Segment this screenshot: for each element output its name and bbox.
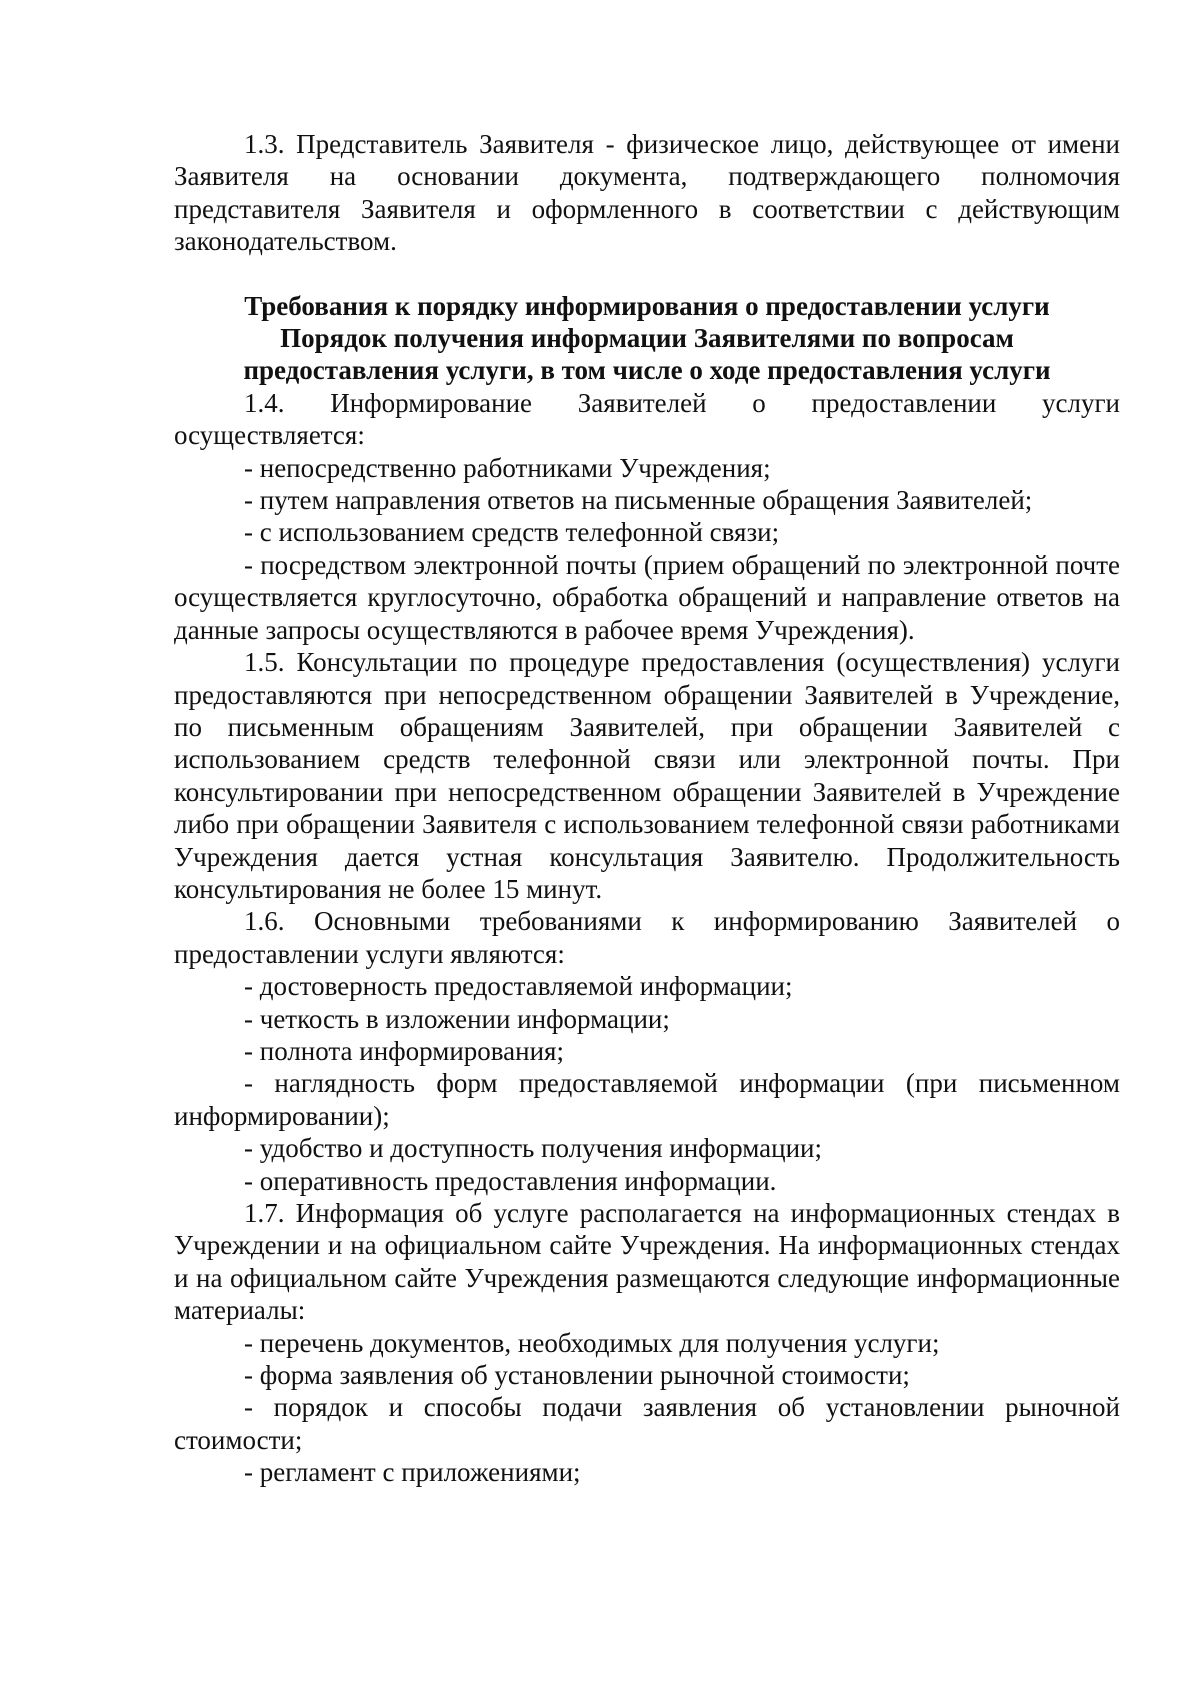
section-heading-line-3: предоставления услуги, в том числе о ходе предоставления услуги bbox=[243, 355, 1051, 386]
list-item-1-7-d: - регламент с приложениями; bbox=[244, 1457, 581, 1488]
paragraph-1-3: 1.3. Представитель Заявителя - физическое лицо, действующее от имени Заявителя на основании документа, подтверждающего полномочия представителя Заявителя и оформленного в соответствии с действующим законодательством. bbox=[174, 129, 1120, 257]
list-item-1-4-c: - с использованием средств телефонной связи; bbox=[244, 517, 780, 548]
section-heading-line-2: Порядок получения информации Заявителями по вопросам bbox=[280, 323, 1014, 354]
list-item-1-6-d: - наглядность форм предоставляемой информации (при письменном информировании); bbox=[174, 1068, 1120, 1131]
list-item-1-7-c: - порядок и способы подачи заявления об установлении рыночной стоимости; bbox=[174, 1392, 1120, 1455]
list-item-1-4-b: - путем направления ответов на письменные обращения Заявителей; bbox=[244, 485, 1033, 516]
list-item-1-4-a: - непосредственно работниками Учреждения; bbox=[244, 452, 771, 483]
list-item-1-6-e: - удобство и доступность получения информации; bbox=[244, 1133, 822, 1164]
list-item-1-6-a: - достоверность предоставляемой информации; bbox=[244, 971, 793, 1002]
paragraph-1-7: 1.7. Информация об услуге располагается на информационных стендах в Учреждении и на официальном сайте Учреждения. На информационных стендах и на официальном сайте Учреждения размещаются следующие информационные материалы: bbox=[174, 1198, 1120, 1326]
list-item-1-7-a: - перечень документов, необходимых для получения услуги; bbox=[244, 1327, 940, 1358]
list-item-1-7-b: - форма заявления об установлении рыночной стоимости; bbox=[244, 1360, 910, 1391]
document-page bbox=[174, 128, 1120, 1489]
list-item-1-6-f: - оперативность предоставления информации. bbox=[244, 1165, 777, 1196]
spacer bbox=[174, 258, 1120, 290]
paragraph-1-4: 1.4. Информирование Заявителей о предоставлении услуги осуществляется: bbox=[174, 387, 1120, 451]
paragraph-1-5: 1.5. Консультации по процедуре предоставления (осуществления) услуги предоставляются при непосредственном обращении Заявителей в Учреждение, по письменным обращениям Заявителей, при обращении Заявителей с использованием средств телефонной связи или электронной почты. При консультировании при непосредственном обращении Заявителей в Учреждение либо при обращении Заявителя с использованием телефонной связи работниками Учреждения дается устная консультация Заявителю. Продолжительность консультирования не более 15 минут. bbox=[174, 647, 1120, 904]
paragraph-1-6: 1.6. Основными требованиями к информированию Заявителей о предоставлении услуги являются: bbox=[174, 906, 1120, 969]
list-item-1-6-c: - полнота информирования; bbox=[244, 1035, 564, 1066]
list-item-1-4-d: - посредством электронной почты (прием обращений по электронной почте осуществляется круглосуточно, обработка обращений и направление ответов на данные запросы осуществляются в рабочее время Учреждения). bbox=[174, 549, 1120, 645]
list-item-1-6-b: - четкость в изложении информации; bbox=[244, 1003, 670, 1034]
section-heading-line-1: Требования к порядку информирования о предоставлении услуги bbox=[244, 290, 1050, 321]
